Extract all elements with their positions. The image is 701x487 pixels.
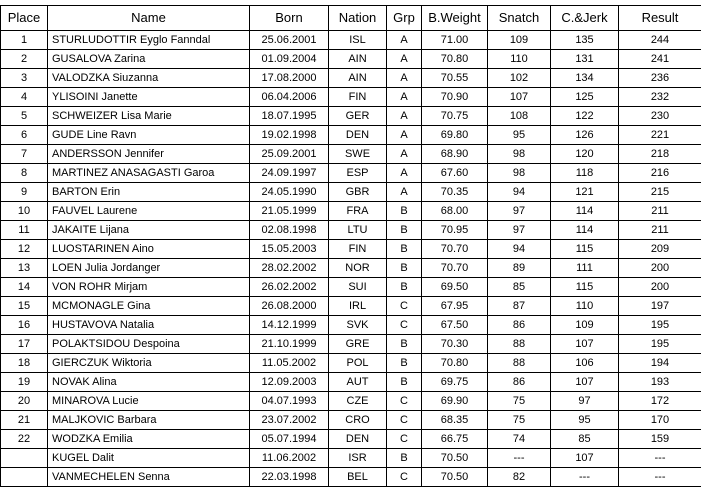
place-cell: 5	[1, 107, 48, 126]
name-cell: GIERCZUK Wiktoria	[48, 354, 250, 373]
table-row	[1, 392, 701, 411]
result-cell: 241	[619, 50, 701, 69]
bweight-cell: 69.80	[422, 126, 488, 145]
bweight-cell: 69.90	[422, 392, 488, 411]
table-row	[1, 373, 701, 392]
born-cell: 23.07.2002	[250, 411, 329, 430]
place-cell: 19	[1, 373, 48, 392]
bweight-cell: 67.95	[422, 297, 488, 316]
bweight-cell: 66.75	[422, 430, 488, 449]
place-cell: 17	[1, 335, 48, 354]
snatch-cell: 75	[488, 392, 551, 411]
place-cell: 18	[1, 354, 48, 373]
cj-cell: 114	[551, 202, 619, 221]
name-cell: FAUVEL Laurene	[48, 202, 250, 221]
table-row	[1, 164, 701, 183]
bweight-cell: 70.90	[422, 88, 488, 107]
name-cell: GUSALOVA Zarina	[48, 50, 250, 69]
bweight-cell: 70.35	[422, 183, 488, 202]
results-body	[1, 31, 701, 487]
result-cell: 209	[619, 240, 701, 259]
result-cell: 218	[619, 145, 701, 164]
nation-cell: GRE	[329, 335, 387, 354]
nation-cell: AUT	[329, 373, 387, 392]
bweight-cell: 70.50	[422, 449, 488, 468]
born-cell: 18.07.1995	[250, 107, 329, 126]
grp-cell: A	[387, 183, 422, 202]
table-row	[1, 354, 701, 373]
cj-cell: 107	[551, 373, 619, 392]
snatch-cell: 86	[488, 316, 551, 335]
place-cell	[1, 449, 48, 468]
born-cell: 24.05.1990	[250, 183, 329, 202]
born-cell: 04.07.1993	[250, 392, 329, 411]
header-snatch: Snatch	[488, 6, 551, 31]
name-cell: LOEN Julia Jordanger	[48, 259, 250, 278]
nation-cell: BEL	[329, 468, 387, 487]
bweight-cell: 70.50	[422, 468, 488, 487]
header-bweight: B.Weight	[422, 6, 488, 31]
place-cell: 8	[1, 164, 48, 183]
snatch-cell: 110	[488, 50, 551, 69]
place-cell: 14	[1, 278, 48, 297]
born-cell: 28.02.2002	[250, 259, 329, 278]
cj-cell: 131	[551, 50, 619, 69]
nation-cell: FIN	[329, 240, 387, 259]
header-row	[1, 6, 701, 31]
snatch-cell: ---	[488, 449, 551, 468]
grp-cell: B	[387, 335, 422, 354]
snatch-cell: 88	[488, 335, 551, 354]
bweight-cell: 68.35	[422, 411, 488, 430]
cj-cell: 111	[551, 259, 619, 278]
grp-cell: B	[387, 202, 422, 221]
place-cell: 9	[1, 183, 48, 202]
name-cell: VALODZKA Siuzanna	[48, 69, 250, 88]
bweight-cell: 68.00	[422, 202, 488, 221]
born-cell: 26.02.2002	[250, 278, 329, 297]
snatch-cell: 94	[488, 240, 551, 259]
name-cell: JAKAITE Lijana	[48, 221, 250, 240]
place-cell: 4	[1, 88, 48, 107]
cj-cell: 134	[551, 69, 619, 88]
grp-cell: B	[387, 354, 422, 373]
born-cell: 12.09.2003	[250, 373, 329, 392]
cj-cell: 85	[551, 430, 619, 449]
snatch-cell: 82	[488, 468, 551, 487]
born-cell: 06.04.2006	[250, 88, 329, 107]
cj-cell: 107	[551, 335, 619, 354]
grp-cell: B	[387, 278, 422, 297]
place-cell: 16	[1, 316, 48, 335]
cj-cell: 126	[551, 126, 619, 145]
name-cell: BARTON Erin	[48, 183, 250, 202]
table-row	[1, 88, 701, 107]
place-cell: 10	[1, 202, 48, 221]
cj-cell: ---	[551, 468, 619, 487]
table-row	[1, 430, 701, 449]
nation-cell: CZE	[329, 392, 387, 411]
bweight-cell: 70.30	[422, 335, 488, 354]
result-cell: 195	[619, 335, 701, 354]
grp-cell: A	[387, 50, 422, 69]
nation-cell: POL	[329, 354, 387, 373]
born-cell: 25.06.2001	[250, 31, 329, 50]
table-row	[1, 31, 701, 50]
born-cell: 05.07.1994	[250, 430, 329, 449]
table-row	[1, 297, 701, 316]
result-cell: ---	[619, 449, 701, 468]
nation-cell: FIN	[329, 88, 387, 107]
born-cell: 19.02.1998	[250, 126, 329, 145]
snatch-cell: 102	[488, 69, 551, 88]
name-cell: POLAKTSIDOU Despoina	[48, 335, 250, 354]
table-row	[1, 335, 701, 354]
grp-cell: A	[387, 164, 422, 183]
bweight-cell: 71.00	[422, 31, 488, 50]
cj-cell: 97	[551, 392, 619, 411]
grp-cell: A	[387, 145, 422, 164]
grp-cell: C	[387, 468, 422, 487]
born-cell: 21.05.1999	[250, 202, 329, 221]
snatch-cell: 109	[488, 31, 551, 50]
result-cell: 216	[619, 164, 701, 183]
born-cell: 01.09.2004	[250, 50, 329, 69]
result-cell: 232	[619, 88, 701, 107]
snatch-cell: 86	[488, 373, 551, 392]
nation-cell: CRO	[329, 411, 387, 430]
header-result: Result	[619, 6, 701, 31]
table-row	[1, 240, 701, 259]
born-cell: 21.10.1999	[250, 335, 329, 354]
bweight-cell: 69.75	[422, 373, 488, 392]
name-cell: KUGEL Dalit	[48, 449, 250, 468]
place-cell: 2	[1, 50, 48, 69]
cj-cell: 114	[551, 221, 619, 240]
table-row	[1, 202, 701, 221]
cj-cell: 115	[551, 240, 619, 259]
cj-cell: 106	[551, 354, 619, 373]
result-cell: 172	[619, 392, 701, 411]
snatch-cell: 95	[488, 126, 551, 145]
name-cell: HUSTAVOVA Natalia	[48, 316, 250, 335]
bweight-cell: 67.50	[422, 316, 488, 335]
born-cell: 22.03.1998	[250, 468, 329, 487]
grp-cell: B	[387, 221, 422, 240]
cj-cell: 120	[551, 145, 619, 164]
result-cell: 236	[619, 69, 701, 88]
table-row	[1, 69, 701, 88]
bweight-cell: 70.55	[422, 69, 488, 88]
name-cell: MINAROVA Lucie	[48, 392, 250, 411]
cj-cell: 135	[551, 31, 619, 50]
snatch-cell: 94	[488, 183, 551, 202]
result-cell: 193	[619, 373, 701, 392]
header-born: Born	[250, 6, 329, 31]
grp-cell: B	[387, 259, 422, 278]
result-cell: 200	[619, 278, 701, 297]
table-row	[1, 126, 701, 145]
grp-cell: C	[387, 316, 422, 335]
place-cell: 6	[1, 126, 48, 145]
result-cell: 195	[619, 316, 701, 335]
nation-cell: ISR	[329, 449, 387, 468]
snatch-cell: 97	[488, 221, 551, 240]
result-cell: 197	[619, 297, 701, 316]
result-cell: 211	[619, 202, 701, 221]
result-cell: 244	[619, 31, 701, 50]
name-cell: MCMONAGLE Gina	[48, 297, 250, 316]
header-cj: C.&Jerk	[551, 6, 619, 31]
grp-cell: C	[387, 392, 422, 411]
bweight-cell: 68.90	[422, 145, 488, 164]
cj-cell: 122	[551, 107, 619, 126]
name-cell: WODZKA Emilia	[48, 430, 250, 449]
name-cell: VANMECHELEN Senna	[48, 468, 250, 487]
name-cell: NOVAK Alina	[48, 373, 250, 392]
result-cell: 211	[619, 221, 701, 240]
born-cell: 11.05.2002	[250, 354, 329, 373]
header-name: Name	[48, 6, 250, 31]
born-cell: 17.08.2000	[250, 69, 329, 88]
bweight-cell: 70.70	[422, 240, 488, 259]
nation-cell: DEN	[329, 430, 387, 449]
nation-cell: IRL	[329, 297, 387, 316]
result-cell: 170	[619, 411, 701, 430]
bweight-cell: 67.60	[422, 164, 488, 183]
bweight-cell: 69.50	[422, 278, 488, 297]
cj-cell: 115	[551, 278, 619, 297]
place-cell: 22	[1, 430, 48, 449]
name-cell: MALJKOVIC Barbara	[48, 411, 250, 430]
place-cell: 3	[1, 69, 48, 88]
born-cell: 02.08.1998	[250, 221, 329, 240]
table-row	[1, 183, 701, 202]
place-cell: 13	[1, 259, 48, 278]
result-cell: 194	[619, 354, 701, 373]
name-cell: LUOSTARINEN Aino	[48, 240, 250, 259]
result-cell: 159	[619, 430, 701, 449]
name-cell: MARTINEZ ANASAGASTI Garoa	[48, 164, 250, 183]
header-nation: Nation	[329, 6, 387, 31]
bweight-cell: 70.70	[422, 259, 488, 278]
grp-cell: C	[387, 297, 422, 316]
cj-cell: 118	[551, 164, 619, 183]
result-cell: 215	[619, 183, 701, 202]
nation-cell: LTU	[329, 221, 387, 240]
table-row	[1, 50, 701, 69]
nation-cell: GBR	[329, 183, 387, 202]
born-cell: 11.06.2002	[250, 449, 329, 468]
name-cell: STURLUDOTTIR Eyglo Fanndal	[48, 31, 250, 50]
table-row	[1, 411, 701, 430]
cj-cell: 110	[551, 297, 619, 316]
nation-cell: FRA	[329, 202, 387, 221]
results-table	[0, 5, 701, 487]
cj-cell: 95	[551, 411, 619, 430]
table-row	[1, 259, 701, 278]
bweight-cell: 70.75	[422, 107, 488, 126]
snatch-cell: 98	[488, 164, 551, 183]
bweight-cell: 70.80	[422, 50, 488, 69]
grp-cell: A	[387, 107, 422, 126]
name-cell: ANDERSSON Jennifer	[48, 145, 250, 164]
result-cell: ---	[619, 468, 701, 487]
snatch-cell: 75	[488, 411, 551, 430]
table-row	[1, 316, 701, 335]
result-cell: 230	[619, 107, 701, 126]
grp-cell: A	[387, 88, 422, 107]
table-row	[1, 145, 701, 164]
grp-cell: C	[387, 411, 422, 430]
bweight-cell: 70.95	[422, 221, 488, 240]
table-row	[1, 107, 701, 126]
table-row	[1, 221, 701, 240]
snatch-cell: 108	[488, 107, 551, 126]
name-cell: SCHWEIZER Lisa Marie	[48, 107, 250, 126]
nation-cell: SWE	[329, 145, 387, 164]
name-cell: YLISOINI Janette	[48, 88, 250, 107]
snatch-cell: 88	[488, 354, 551, 373]
header-grp: Grp	[387, 6, 422, 31]
table-row	[1, 449, 701, 468]
grp-cell: A	[387, 69, 422, 88]
place-cell: 20	[1, 392, 48, 411]
grp-cell: B	[387, 240, 422, 259]
born-cell: 26.08.2000	[250, 297, 329, 316]
born-cell: 24.09.1997	[250, 164, 329, 183]
snatch-cell: 74	[488, 430, 551, 449]
grp-cell: A	[387, 126, 422, 145]
cj-cell: 121	[551, 183, 619, 202]
place-cell: 21	[1, 411, 48, 430]
grp-cell: C	[387, 430, 422, 449]
place-cell: 15	[1, 297, 48, 316]
table-row	[1, 278, 701, 297]
nation-cell: ESP	[329, 164, 387, 183]
place-cell: 7	[1, 145, 48, 164]
name-cell: GUDE Line Ravn	[48, 126, 250, 145]
snatch-cell: 85	[488, 278, 551, 297]
cj-cell: 125	[551, 88, 619, 107]
born-cell: 14.12.1999	[250, 316, 329, 335]
cj-cell: 107	[551, 449, 619, 468]
place-cell: 1	[1, 31, 48, 50]
place-cell: 12	[1, 240, 48, 259]
result-cell: 221	[619, 126, 701, 145]
nation-cell: GER	[329, 107, 387, 126]
place-cell: 11	[1, 221, 48, 240]
snatch-cell: 98	[488, 145, 551, 164]
grp-cell: B	[387, 373, 422, 392]
nation-cell: DEN	[329, 126, 387, 145]
born-cell: 15.05.2003	[250, 240, 329, 259]
nation-cell: ISL	[329, 31, 387, 50]
name-cell: VON ROHR Mirjam	[48, 278, 250, 297]
nation-cell: SUI	[329, 278, 387, 297]
nation-cell: AIN	[329, 69, 387, 88]
nation-cell: AIN	[329, 50, 387, 69]
snatch-cell: 87	[488, 297, 551, 316]
nation-cell: NOR	[329, 259, 387, 278]
grp-cell: B	[387, 449, 422, 468]
result-cell: 200	[619, 259, 701, 278]
nation-cell: SVK	[329, 316, 387, 335]
born-cell: 25.09.2001	[250, 145, 329, 164]
grp-cell: A	[387, 31, 422, 50]
snatch-cell: 89	[488, 259, 551, 278]
snatch-cell: 107	[488, 88, 551, 107]
snatch-cell: 97	[488, 202, 551, 221]
bweight-cell: 70.80	[422, 354, 488, 373]
header-place: Place	[1, 6, 48, 31]
cj-cell: 109	[551, 316, 619, 335]
